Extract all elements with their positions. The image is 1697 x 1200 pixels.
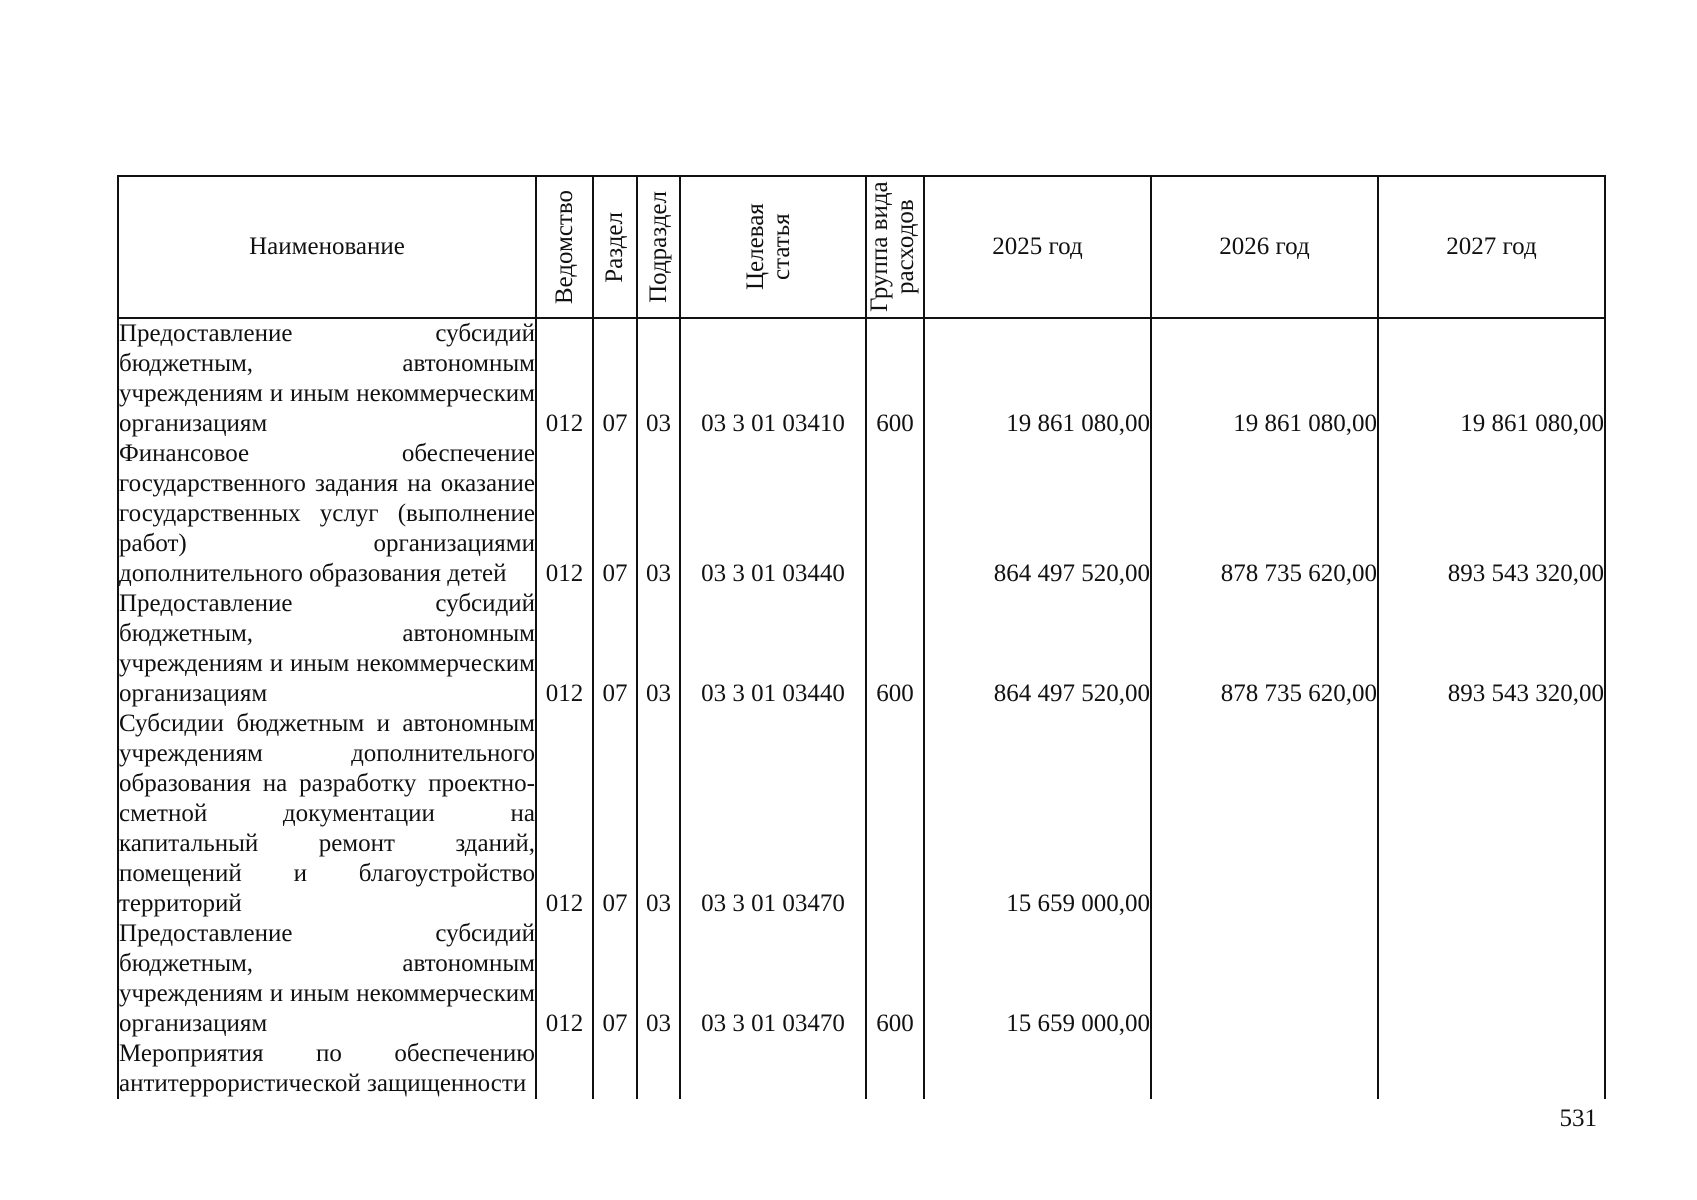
row-2026: 19 861 080,00 bbox=[1151, 318, 1378, 439]
row-name: Субсидии бюджетным и автономным учреждениям дополнительного образования на разработку проектно-сметной документации на капитальный ремонт зданий, помещений и благоустройство территорий bbox=[119, 710, 535, 917]
row-2025: 864 497 520,00 bbox=[924, 439, 1151, 589]
row-group bbox=[866, 1039, 924, 1099]
row-razdel bbox=[593, 1039, 637, 1099]
row-name: Мероприятия по обеспечению антитеррористической защищенности bbox=[119, 1040, 535, 1097]
table-row bbox=[118, 318, 1605, 439]
row-name: Предоставление субсидий бюджетным, автономным учреждениям и иным некоммерческим организациям bbox=[119, 920, 535, 1037]
row-name: Предоставление субсидий бюджетным, автономным учреждениям и иным некоммерческим организациям bbox=[119, 320, 535, 437]
row-2025 bbox=[924, 1039, 1151, 1099]
row-2026: 878 735 620,00 bbox=[1151, 589, 1378, 709]
row-target: 03 3 01 03410 bbox=[680, 318, 866, 439]
header-razdel bbox=[593, 176, 637, 318]
row-podrazdel: 03 bbox=[637, 709, 680, 919]
row-group: 600 bbox=[866, 318, 924, 439]
row-2026: 878 735 620,00 bbox=[1151, 439, 1378, 589]
row-razdel: 07 bbox=[593, 919, 637, 1039]
table-row bbox=[118, 439, 1605, 589]
row-vedomstvo: 012 bbox=[536, 589, 593, 709]
row-vedomstvo: 012 bbox=[536, 439, 593, 589]
page-number: 531 bbox=[1559, 1105, 1597, 1132]
row-podrazdel bbox=[637, 1039, 680, 1099]
row-target: 03 3 01 03470 bbox=[680, 709, 866, 919]
header-podrazdel-label: Подраздел bbox=[644, 191, 672, 303]
table-row bbox=[118, 709, 1605, 919]
row-group bbox=[866, 709, 924, 919]
row-2025: 19 861 080,00 bbox=[924, 318, 1151, 439]
table-row bbox=[118, 589, 1605, 709]
header-group-label: Группа вида расходов bbox=[866, 181, 919, 313]
row-2027: 19 861 080,00 bbox=[1378, 318, 1605, 439]
row-razdel: 07 bbox=[593, 439, 637, 589]
row-2026 bbox=[1151, 1039, 1378, 1099]
row-name: Предоставление субсидий бюджетным, автономным учреждениям и иным некоммерческим организациям bbox=[119, 590, 535, 707]
row-razdel: 07 bbox=[593, 709, 637, 919]
header-name: Наименование bbox=[118, 176, 536, 318]
row-2027: 893 543 320,00 bbox=[1378, 439, 1605, 589]
header-group bbox=[866, 176, 924, 318]
row-group: 600 bbox=[866, 919, 924, 1039]
row-vedomstvo: 012 bbox=[536, 318, 593, 439]
row-group bbox=[866, 439, 924, 589]
row-2025: 15 659 000,00 bbox=[924, 709, 1151, 919]
budget-table bbox=[117, 175, 1606, 1099]
row-razdel: 07 bbox=[593, 318, 637, 439]
row-2025: 15 659 000,00 bbox=[924, 919, 1151, 1039]
row-2026 bbox=[1151, 919, 1378, 1039]
row-2027 bbox=[1378, 709, 1605, 919]
header-2027: 2027 год bbox=[1378, 176, 1605, 318]
table-row bbox=[118, 919, 1605, 1039]
header-razdel-label: Раздел bbox=[601, 211, 628, 283]
header-vedomstvo-label: Ведомство bbox=[550, 189, 578, 305]
row-2025: 864 497 520,00 bbox=[924, 589, 1151, 709]
row-name: Финансовое обеспечение государственного задания на оказание государственных услуг (выполнение работ) организациями дополнительного образования детей bbox=[119, 440, 535, 587]
header-target bbox=[680, 176, 866, 318]
table-header-row bbox=[118, 176, 1605, 318]
row-vedomstvo: 012 bbox=[536, 709, 593, 919]
row-podrazdel: 03 bbox=[637, 919, 680, 1039]
row-target bbox=[680, 1039, 866, 1099]
row-target: 03 3 01 03440 bbox=[680, 439, 866, 589]
header-vedomstvo bbox=[536, 176, 593, 318]
row-group: 600 bbox=[866, 589, 924, 709]
table-row bbox=[118, 1039, 1605, 1099]
header-2026: 2026 год bbox=[1151, 176, 1378, 318]
row-2027 bbox=[1378, 1039, 1605, 1099]
header-podrazdel bbox=[637, 176, 680, 318]
row-target: 03 3 01 03440 bbox=[680, 589, 866, 709]
row-vedomstvo bbox=[536, 1039, 593, 1099]
row-target: 03 3 01 03470 bbox=[680, 919, 866, 1039]
row-2026 bbox=[1151, 709, 1378, 919]
header-target-label: Целевая статья bbox=[742, 203, 795, 291]
row-podrazdel: 03 bbox=[637, 439, 680, 589]
row-podrazdel: 03 bbox=[637, 318, 680, 439]
header-2025: 2025 год bbox=[924, 176, 1151, 318]
row-podrazdel: 03 bbox=[637, 589, 680, 709]
row-vedomstvo: 012 bbox=[536, 919, 593, 1039]
row-razdel: 07 bbox=[593, 589, 637, 709]
row-2027 bbox=[1378, 919, 1605, 1039]
row-2027: 893 543 320,00 bbox=[1378, 589, 1605, 709]
